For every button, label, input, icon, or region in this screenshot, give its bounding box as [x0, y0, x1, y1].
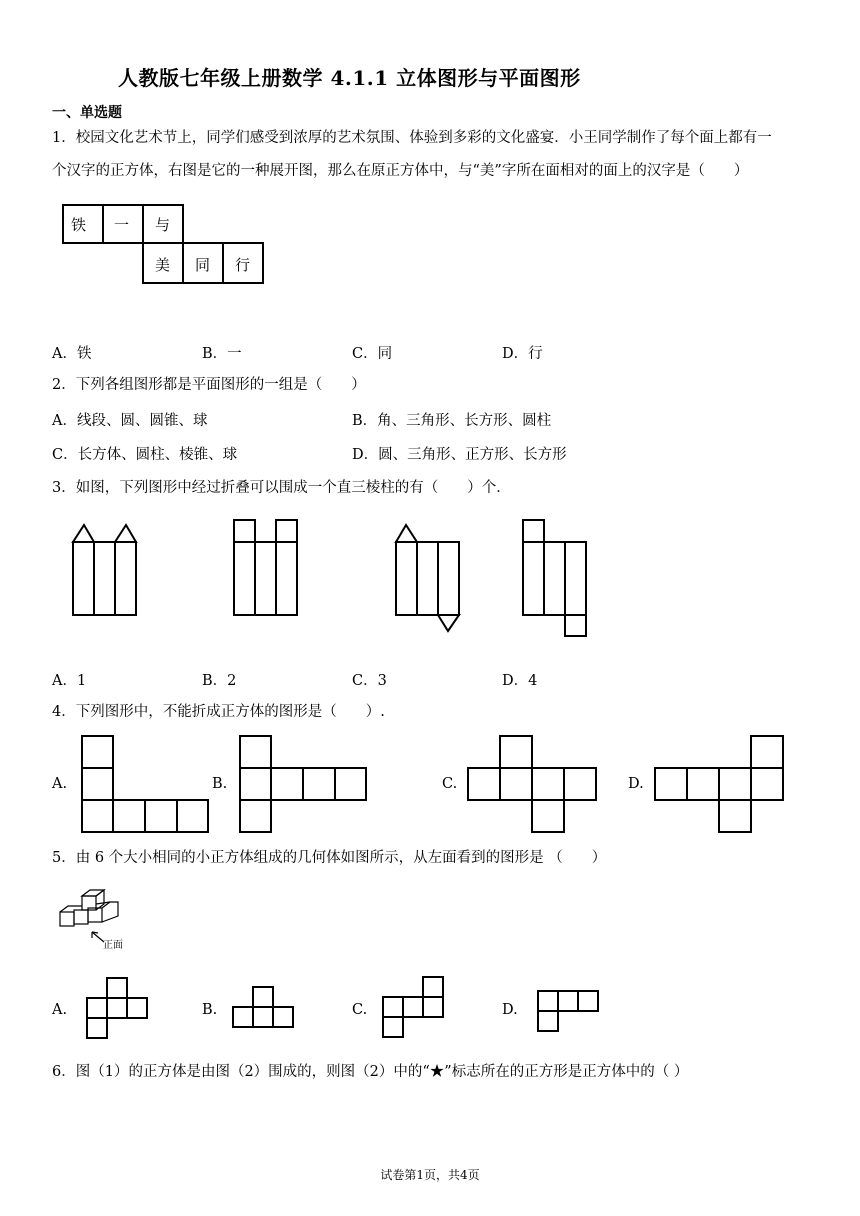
- q5-label-d[interactable]: D.: [502, 1002, 518, 1018]
- q5-front-label: 正面: [103, 940, 123, 951]
- section-heading: 一、单选题: [52, 105, 122, 121]
- q5-label-b[interactable]: B.: [202, 1002, 218, 1018]
- q2-option-a[interactable]: A．线段、圆、圆锥、球: [52, 413, 208, 429]
- q4-label-b[interactable]: B.: [212, 776, 228, 792]
- q1-net-cell-3: 与: [155, 216, 171, 234]
- q4-net-b: [240, 736, 366, 832]
- q1-net-cell-1: 铁: [71, 216, 87, 234]
- q6-text: 6．图（1）的正方体是由图（2）围成的，则图（2）中的“★”标志所在的正方形是正方体中的（ ）: [52, 1064, 689, 1080]
- q4-net-a: [82, 736, 208, 832]
- q3-figure-3: [396, 525, 459, 631]
- q5-view-a: [87, 978, 147, 1038]
- q3-text: 3．如图，下列图形中经过折叠可以围成一个直三棱柱的有（ ）个．: [52, 480, 511, 496]
- q3-figure-2: [234, 520, 297, 615]
- q1-option-c[interactable]: C．同: [352, 346, 393, 362]
- q3-figure-1: [73, 525, 136, 615]
- q3-option-d[interactable]: D．4: [502, 673, 538, 689]
- q3-option-b[interactable]: B．2: [202, 673, 237, 689]
- q1-option-d[interactable]: D．行: [502, 346, 543, 362]
- page-title: 人教版七年级上册数学 4.1.1 立体图形与平面图形: [118, 66, 581, 90]
- q2-option-b[interactable]: B．角、三角形、长方形、圆柱: [352, 413, 552, 429]
- q1-text-line2: 个汉字的正方体，右图是它的一种展开图，那么在原正方体中，与“美”字所在面相对的面上的汉字是（ ）: [52, 163, 749, 179]
- q2-option-d[interactable]: D．圆、三角形、正方形、长方形: [352, 447, 567, 463]
- q5-label-a[interactable]: A.: [52, 1002, 68, 1018]
- q5-view-c: [383, 977, 443, 1037]
- q3-option-c[interactable]: C．3: [352, 673, 387, 689]
- q3-option-a[interactable]: A．1: [52, 673, 87, 689]
- q2-text: 2．下列各组图形都是平面图形的一组是（ ）: [52, 377, 366, 393]
- page-footer: 试卷第1页，共4页: [380, 1168, 480, 1182]
- q1-net-cell-5: 同: [195, 256, 211, 274]
- q5-text: 5．由 6 个大小相同的小正方体组成的几何体如图所示，从左面看到的图形是 （ ）: [52, 850, 607, 866]
- q2-option-c[interactable]: C．长方体、圆柱、棱锥、球: [52, 447, 238, 463]
- q5-view-d: [538, 991, 598, 1031]
- q1-net-cell-6: 行: [235, 256, 251, 274]
- q5-view-b: [233, 987, 293, 1027]
- q1-option-a[interactable]: A．铁: [52, 346, 92, 362]
- q4-label-c[interactable]: C.: [442, 776, 458, 792]
- q4-net-d: [655, 736, 783, 832]
- q4-net-c: [468, 736, 596, 832]
- q5-label-c[interactable]: C.: [352, 1002, 368, 1018]
- q4-text: 4．下列图形中，不能折成正方体的图形是（ ）.: [52, 704, 385, 720]
- q1-option-b[interactable]: B．一: [202, 346, 242, 362]
- q3-figure-4: [523, 520, 586, 636]
- q4-label-a[interactable]: A.: [52, 776, 68, 792]
- q1-net-cell-4: 美: [155, 256, 171, 274]
- q1-text-line1: 1．校园文化艺术节上，同学们感受到浓厚的艺术氛围、体验到多彩的文化盛宴．小王同学制作了每个面上都有一: [52, 130, 772, 146]
- q4-label-d[interactable]: D.: [628, 776, 644, 792]
- q1-net-cell-2: 一: [114, 216, 130, 234]
